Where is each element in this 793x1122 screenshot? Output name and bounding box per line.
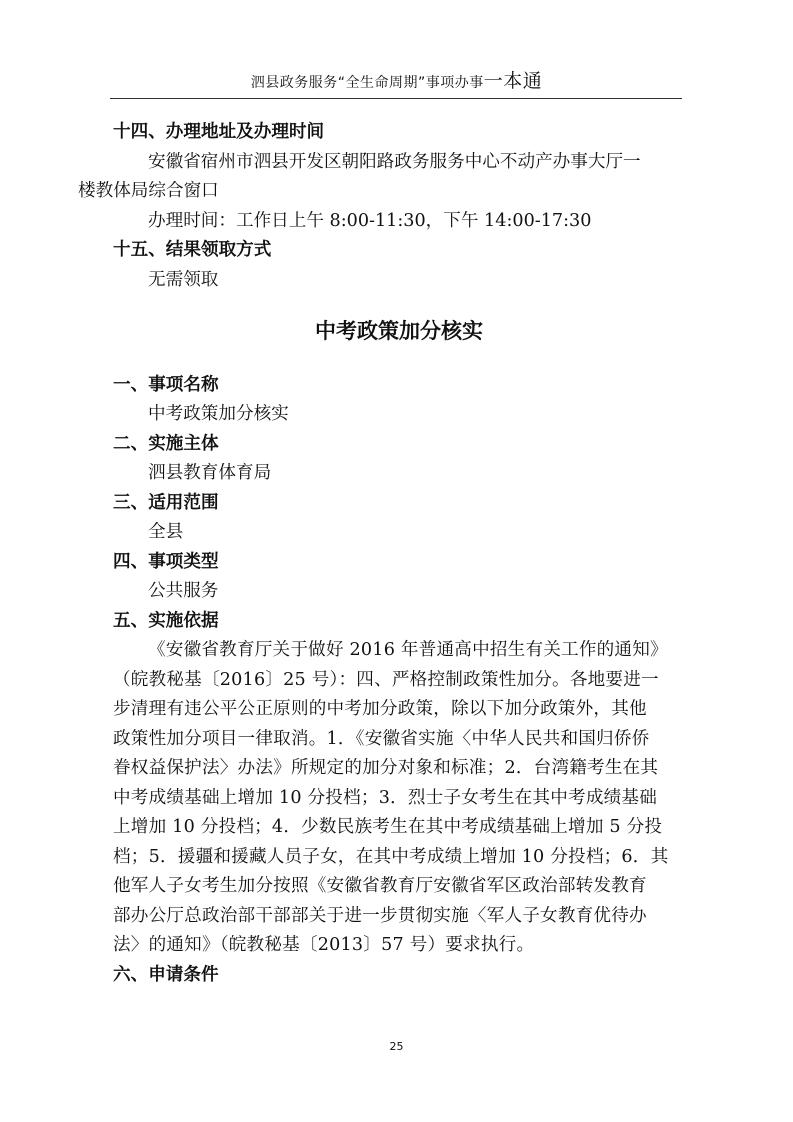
section-14-address-line1: 安徽省宿州市泗县开发区朝阳路政务服务中心不动产办事大厅一 [148,151,641,172]
section-5-line: 中考成绩基础上增加 10 分投档；3．烈士子女考生在其中考成绩基础 [113,787,657,808]
section-5-body [113,636,685,961]
section-1-heading: 一、事项名称 [113,374,219,395]
section-5-line: 政策性加分项目一律取消。1．《安徽省实施〈中华人民共和国归侨侨 [113,728,650,749]
section-14-heading: 十四、办理地址及办理时间 [113,122,325,142]
section-5-line: 他军人子女考生加分按照《安徽省教育厅安徽省军区政治部转发教育 [113,876,647,896]
section-14-address [78,148,685,207]
header-rule [110,98,682,99]
section-5-line: 上增加 10 分投档；4．少数民族考生在其中考成绩基础上增加 5 分投 [113,817,663,837]
section-5-line: 眷权益保护法〉办法》所规定的加分对象和标准；2．台湾籍考生在其 [113,758,659,778]
section-14-address-line2: 楼教体局综合窗口 [78,181,219,201]
section-2-value: 泗县教育体育局 [148,463,272,483]
page-content [78,118,685,990]
section-5-line: 档；5．援疆和援藏人员子女，在其中考成绩上增加 10 分投档；6．其 [113,846,669,867]
running-header [0,66,793,93]
section-2-heading: 二、实施主体 [113,433,219,454]
running-header-emphasis: 一本通 [483,70,543,92]
section-5-line: 《安徽省教育厅关于做好 2016 年普通高中招生有关工作的通知》 [148,640,668,660]
section-5-line: 步清理有违公平公正原则的中考加分政策，除以下加分政策外，其他 [113,699,647,719]
section-3-value: 全县 [148,522,184,542]
section-4-heading: 四、事项类型 [113,551,219,572]
section-5-line: 部办公厅总政治部干部部关于进一步贯彻实施〈军人子女教育优待办 [113,905,647,926]
section-5-line: 法〉的通知》（皖教秘基〔2013〕57 号）要求执行。 [113,935,535,955]
section-1-value: 中考政策加分核实 [148,404,289,424]
running-header-text: 泗县政务服务“全生命周期”事项办事 [250,75,484,91]
section-5-heading: 五、实施依据 [113,610,219,631]
document-title: 中考政策加分核实 [315,319,483,343]
section-6-heading: 六、申请条件 [113,964,219,985]
section-15-value: 无需领取 [148,269,219,290]
section-5-line: （皖教秘基〔2016〕25 号）：四、严格控制政策性加分。各地要进一 [113,669,659,690]
page-number: 25 [389,1040,404,1053]
section-4-value: 公共服务 [148,581,219,601]
section-3-heading: 三、适用范围 [113,492,219,513]
section-14-hours: 办理时间：工作日上午 8:00-11:30，下午 14:00-17:30 [148,210,592,231]
section-15-heading: 十五、结果领取方式 [113,240,272,260]
